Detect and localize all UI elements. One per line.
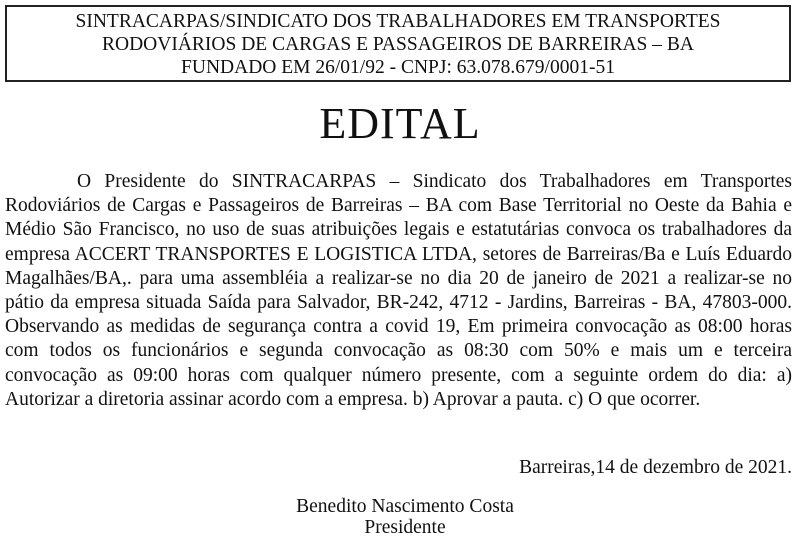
body-paragraph: O Presidente do SINTRACARPAS – Sindicato dos Trabalhadores em Transportes Rodoviários de Cargas e Passageiros de Barreiras – BA com Base Territorial no Oeste da Bahia e Médio São Francisco, no uso de suas atribuições legais e estatutárias convoca os trabalhadores da empresa ACCERT TRANSPORTES E LOGISTICA LTDA, setores de Barreiras/Ba e Luís Eduardo Magalhães/BA,. para uma assembléia a realizar-se no dia 20 de janeiro de 2021 a realizar-se no pátio da empresa situada Saída para Salvador, BR-242, 4712 - Jardins, Barreiras - BA, 47803-000. Observando as medidas de segurança contra a covid 19, Em primeira convocação as 08:00 horas com todos os funcionários e segunda convocação as 08:30 com 50% e mais um e terceira convocação as 09:00 horas com qualquer número presente, com a seguinte ordem do dia: a) Autorizar a diretoria assinar acordo com a empresa. b) Aprovar a pauta. c) O que ocorrer. [5,171,792,410]
header-line-1: SINTRACARPAS/SINDICATO DOS TRABALHADORES EM TRANSPORTES [75,11,721,32]
header-line-2: RODOVIÁRIOS DE CARGAS E PASSAGEIROS DE BARREIRAS – BA [102,34,694,55]
header-line-3: FUNDADO EM 26/01/92 - CNPJ: 63.078.679/0001-51 [181,57,615,78]
signature-name: Benedito Nascimento Costa [296,496,514,517]
header-box [5,5,791,82]
signature-block [245,496,565,538]
date-line: Barreiras,14 de dezembro de 2021. [519,457,792,478]
signature-role: Presidente [364,517,446,538]
document-title: EDITAL [319,99,481,148]
